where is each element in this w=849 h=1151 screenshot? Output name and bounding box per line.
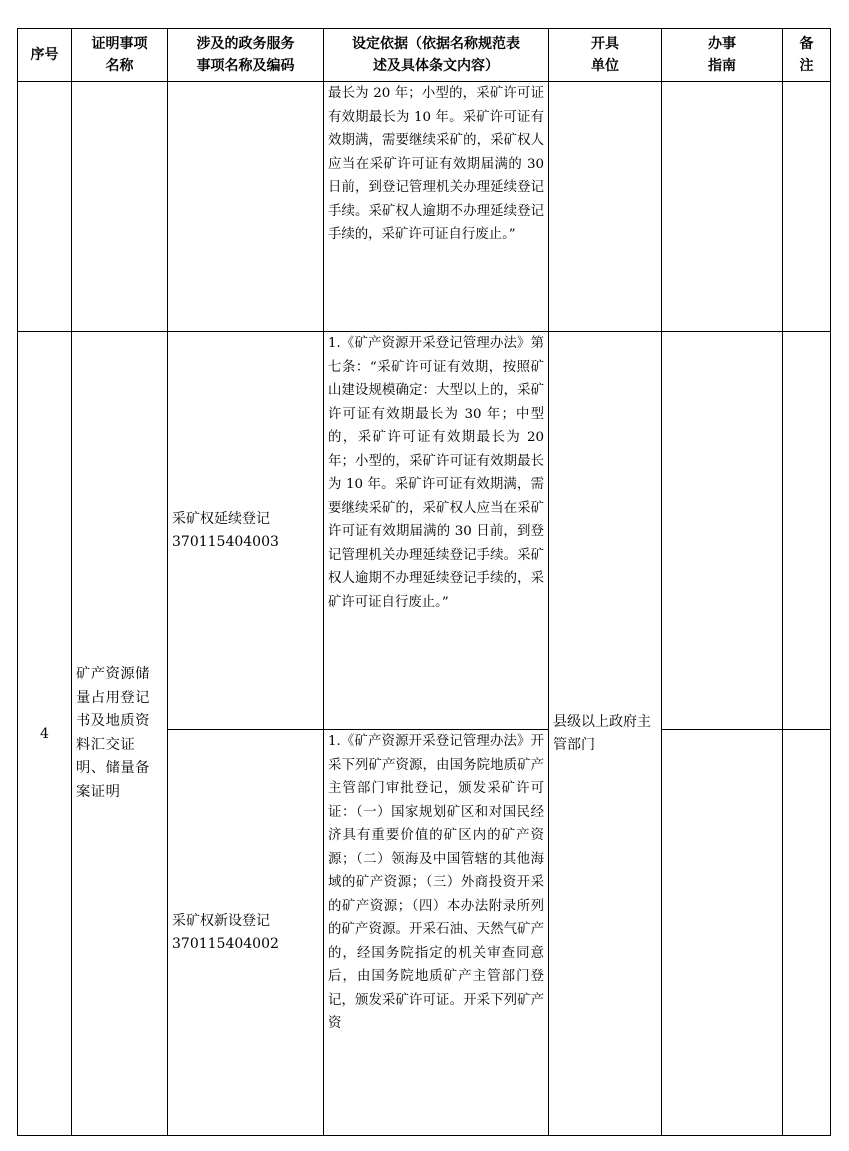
continuation-remark-cell xyxy=(783,82,831,332)
cert-name-cell: 矿产资源储量占用登记书及地质资料汇交证明、储量备案证明 xyxy=(72,332,168,1136)
certificate-items-table xyxy=(17,28,831,1136)
issuer-cell: 县级以上政府主管部门 xyxy=(549,332,662,1136)
header-basis: 设定依据（依据名称规范表 述及具体条文内容） xyxy=(324,29,549,82)
remark-new-cell xyxy=(783,730,831,1136)
table-row xyxy=(18,332,831,730)
header-issuer: 开具 单位 xyxy=(549,29,662,82)
basis-renewal-cell: 1.《矿产资源开采登记管理办法》第七条：“采矿许可证有效期，按照矿山建设规模确定：大型以上的，采矿许可证有效期最长为 30 年；中型的，采矿许可证有效期最长为 20 年；小型的，采矿许可证有效期最长为 10 年。采矿许可证有效期满，需要继续采矿的，采矿权人应当在采矿许可证有效期届满的 30 日前，到登记管理机关办理延续登记手续。采矿权人逾期不办理延续登记手续的，采矿许可证自行废止。” xyxy=(324,332,549,730)
header-seq: 序号 xyxy=(18,29,72,82)
continuation-service-cell xyxy=(168,82,324,332)
continuation-basis-cell: 最长为 20 年；小型的，采矿许可证有效期最长为 10 年。采矿许可证有效期满，需要继续采矿的，采矿权人应当在采矿许可证有效期届满的 30 日前，到登记管理机关办理延续登记手续。采矿权人逾期不办理延续登记手续的，采矿许可证自行废止。” xyxy=(324,82,549,332)
guide-new-cell xyxy=(662,730,783,1136)
service-item-new: 采矿权新设登记 370115404002 xyxy=(168,730,324,1136)
continuation-cert-name-cell xyxy=(72,82,168,332)
header-cert-name: 证明事项 名称 xyxy=(72,29,168,82)
header-service: 涉及的政务服务 事项名称及编码 xyxy=(168,29,324,82)
row-seq-cell: 4 xyxy=(18,332,72,1136)
table-header-row xyxy=(18,29,831,82)
header-guide: 办事 指南 xyxy=(662,29,783,82)
table-row xyxy=(18,82,831,332)
continuation-guide-cell xyxy=(662,82,783,332)
header-remark: 备 注 xyxy=(783,29,831,82)
guide-renewal-cell xyxy=(662,332,783,730)
continuation-seq-cell xyxy=(18,82,72,332)
service-item-renewal: 采矿权延续登记 370115404003 xyxy=(168,332,324,730)
remark-renewal-cell xyxy=(783,332,831,730)
basis-new-cell: 1.《矿产资源开采登记管理办法》开采下列矿产资源，由国务院地质矿产主管部门审批登记，颁发采矿许可证：（一）国家规划矿区和对国民经济具有重要价值的矿区内的矿产资源；（二）领海及中国管辖的其他海域的矿产资源；（三）外商投资开采的矿产资源；（四）本办法附录所列的矿产资源。开采石油、天然气矿产的，经国务院指定的机关审查同意后，由国务院地质矿产主管部门登记，颁发采矿许可证。开采下列矿产资 xyxy=(324,730,549,1136)
continuation-issuer-cell xyxy=(549,82,662,332)
